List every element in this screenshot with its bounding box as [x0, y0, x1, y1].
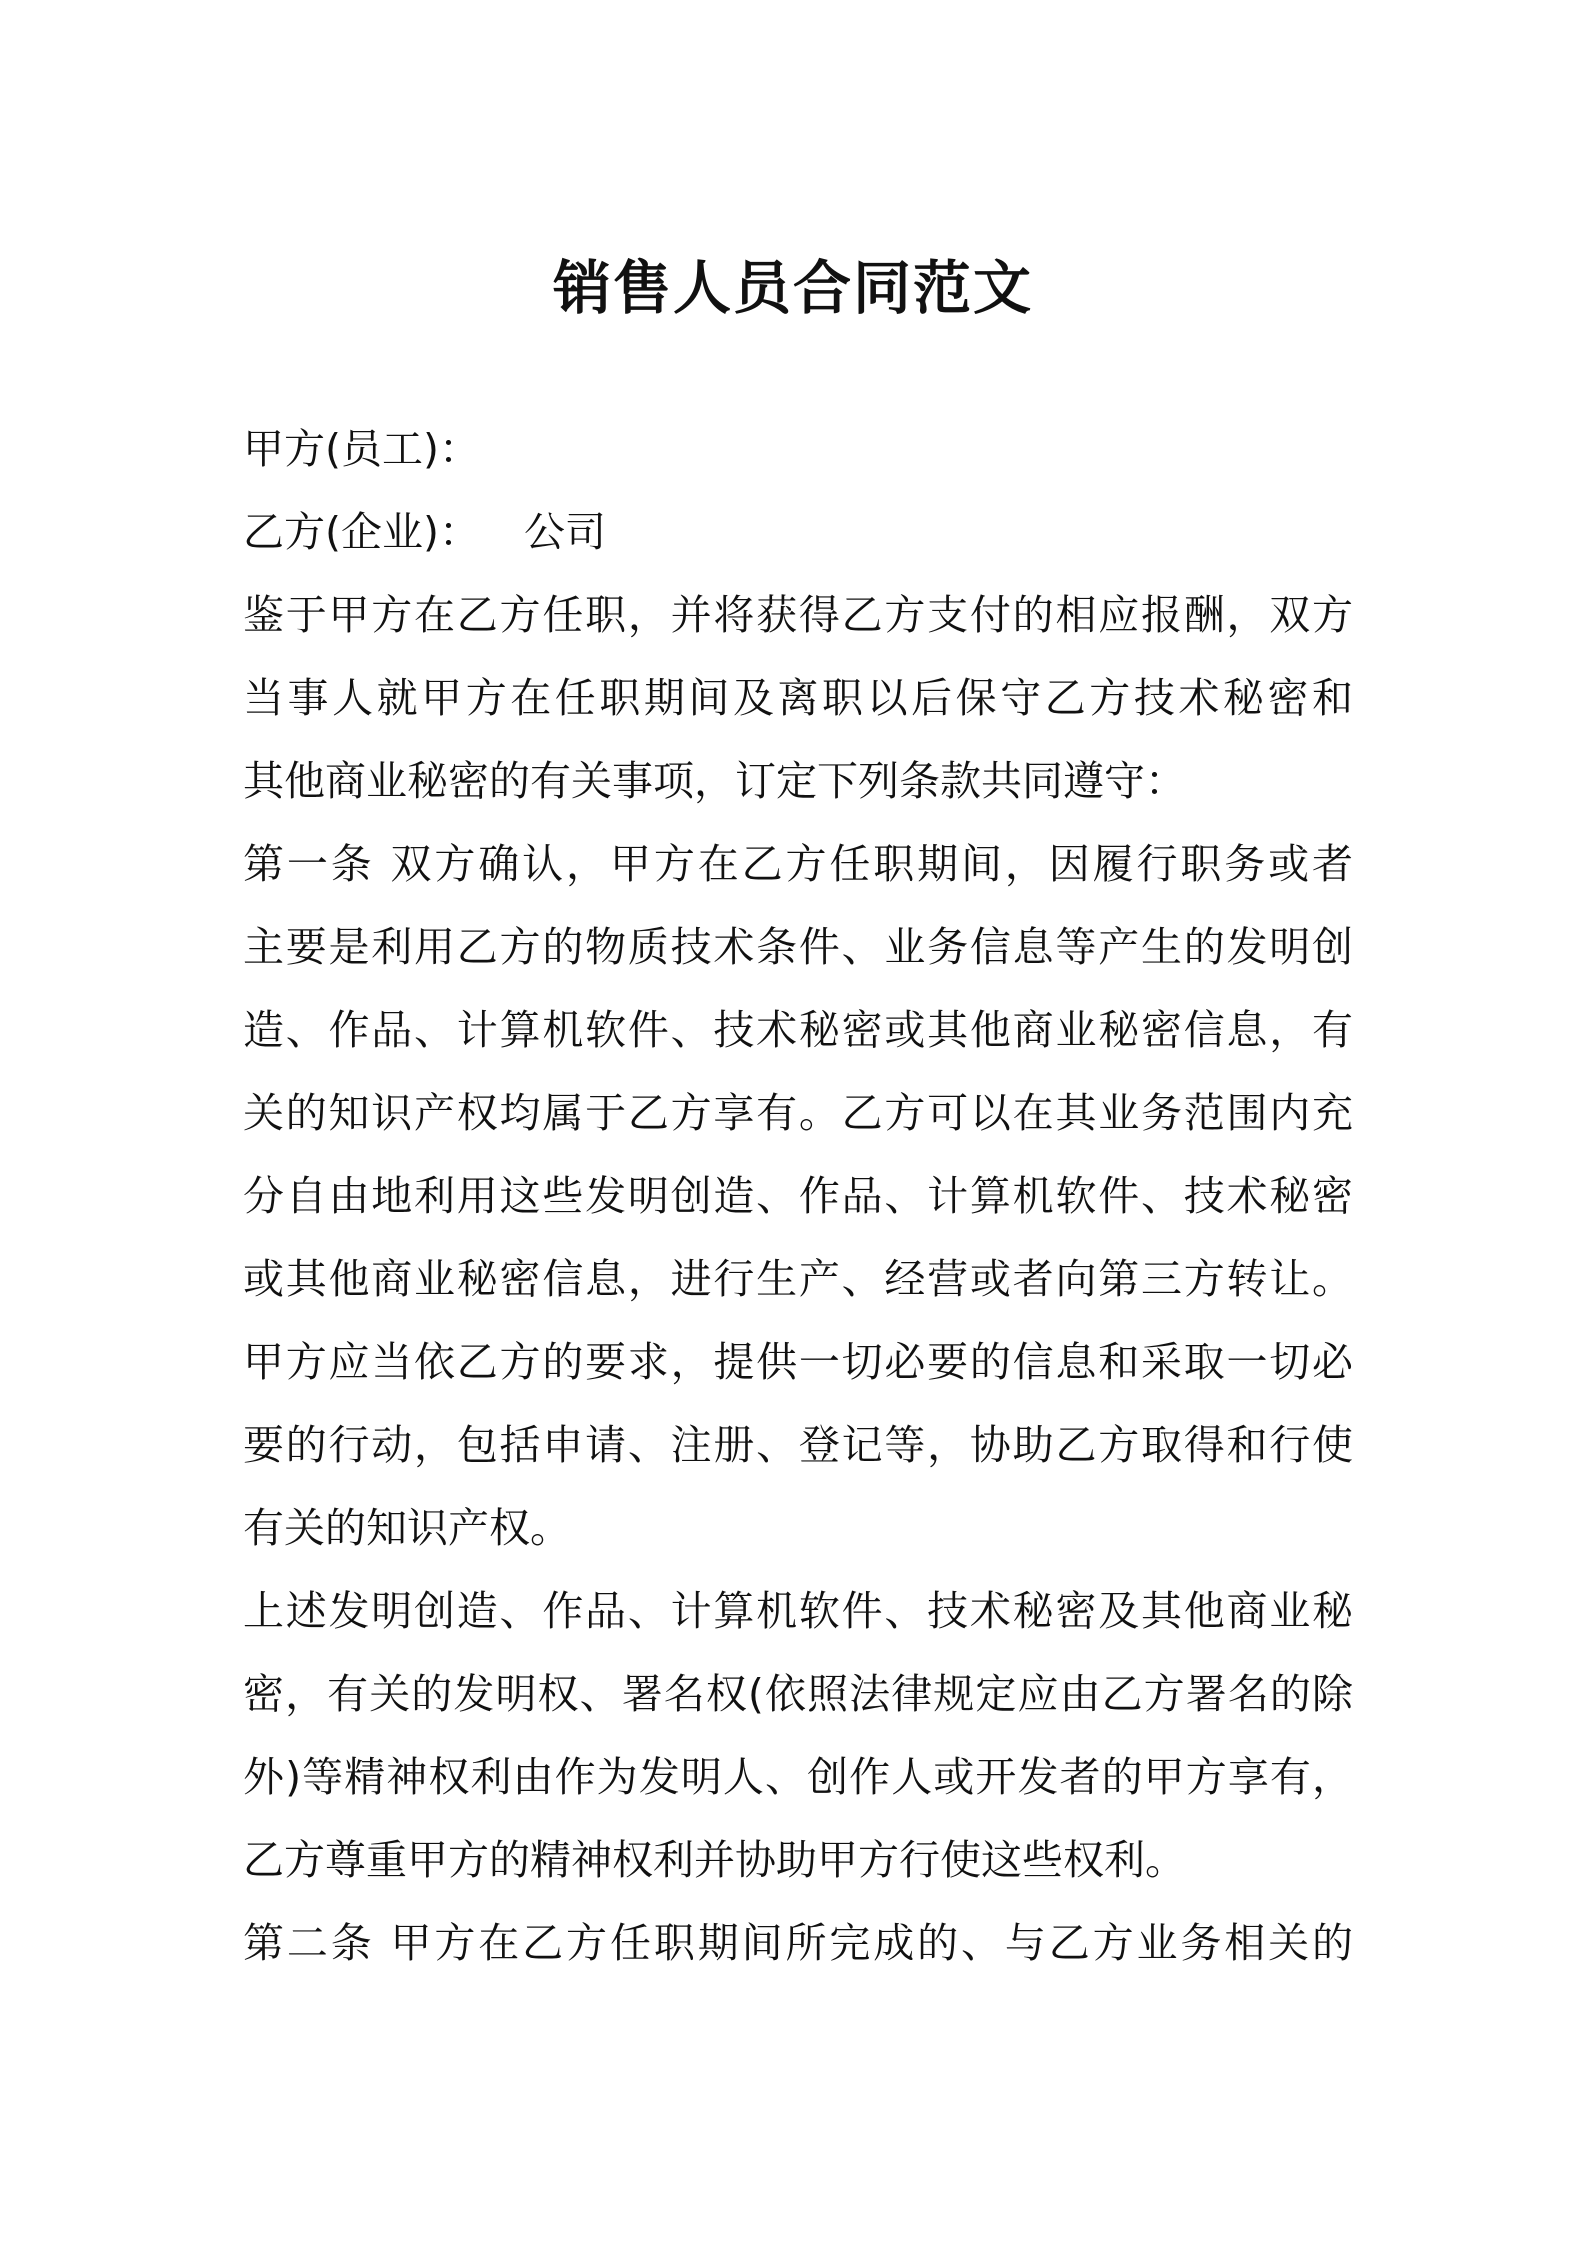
body-line: 上述发明创造、作品、计算机软件、技术秘密及其他商业秘	[243, 1587, 1353, 1635]
body-line: 外)等精神权利由作为发明人、创作人或开发者的甲方享有，	[243, 1753, 1353, 1801]
body-line: 甲方应当依乙方的要求，提供一切必要的信息和采取一切必	[243, 1338, 1353, 1386]
body-line: 鉴于甲方在乙方任职，并将获得乙方支付的相应报酬，双方	[243, 591, 1353, 639]
body-line: 造、作品、计算机软件、技术秘密或其他商业秘密信息，有	[243, 1006, 1353, 1054]
body-line: 关的知识产权均属于乙方享有。乙方可以在其业务范围内充	[243, 1089, 1353, 1137]
body-line: 当事人就甲方在任职期间及离职以后保守乙方技术秘密和	[243, 674, 1353, 722]
body-line: 密，有关的发明权、署名权(依照法律规定应由乙方署名的除	[243, 1670, 1353, 1718]
body-line: 有关的知识产权。	[243, 1504, 571, 1552]
party-b-line	[243, 491, 606, 574]
body-line: 乙方尊重甲方的精神权利并协助甲方行使这些权利。	[243, 1836, 1186, 1884]
party-b-label: 乙方(企业)：	[243, 508, 480, 556]
party-b-value: 公司	[524, 508, 606, 556]
body-line: 第二条 甲方在乙方任职期间所完成的、与乙方业务相关的	[243, 1919, 1353, 1967]
body-line: 其他商业秘密的有关事项，订定下列条款共同遵守：	[243, 757, 1186, 805]
body-line: 要的行动，包括申请、注册、登记等，协助乙方取得和行使	[243, 1421, 1353, 1469]
party-info	[243, 408, 1353, 574]
party-a-line: 甲方(员工)：	[243, 425, 480, 473]
body-line: 主要是利用乙方的物质技术条件、业务信息等产生的发明创	[243, 923, 1353, 971]
body-line: 分自由地利用这些发明创造、作品、计算机软件、技术秘密	[243, 1172, 1353, 1220]
body-line: 或其他商业秘密信息，进行生产、经营或者向第三方转让。	[243, 1255, 1353, 1303]
body-line: 第一条 双方确认，甲方在乙方任职期间，因履行职务或者	[243, 840, 1353, 888]
document-body	[243, 408, 1353, 1985]
document-title: 销售人员合同范文	[552, 254, 1033, 322]
